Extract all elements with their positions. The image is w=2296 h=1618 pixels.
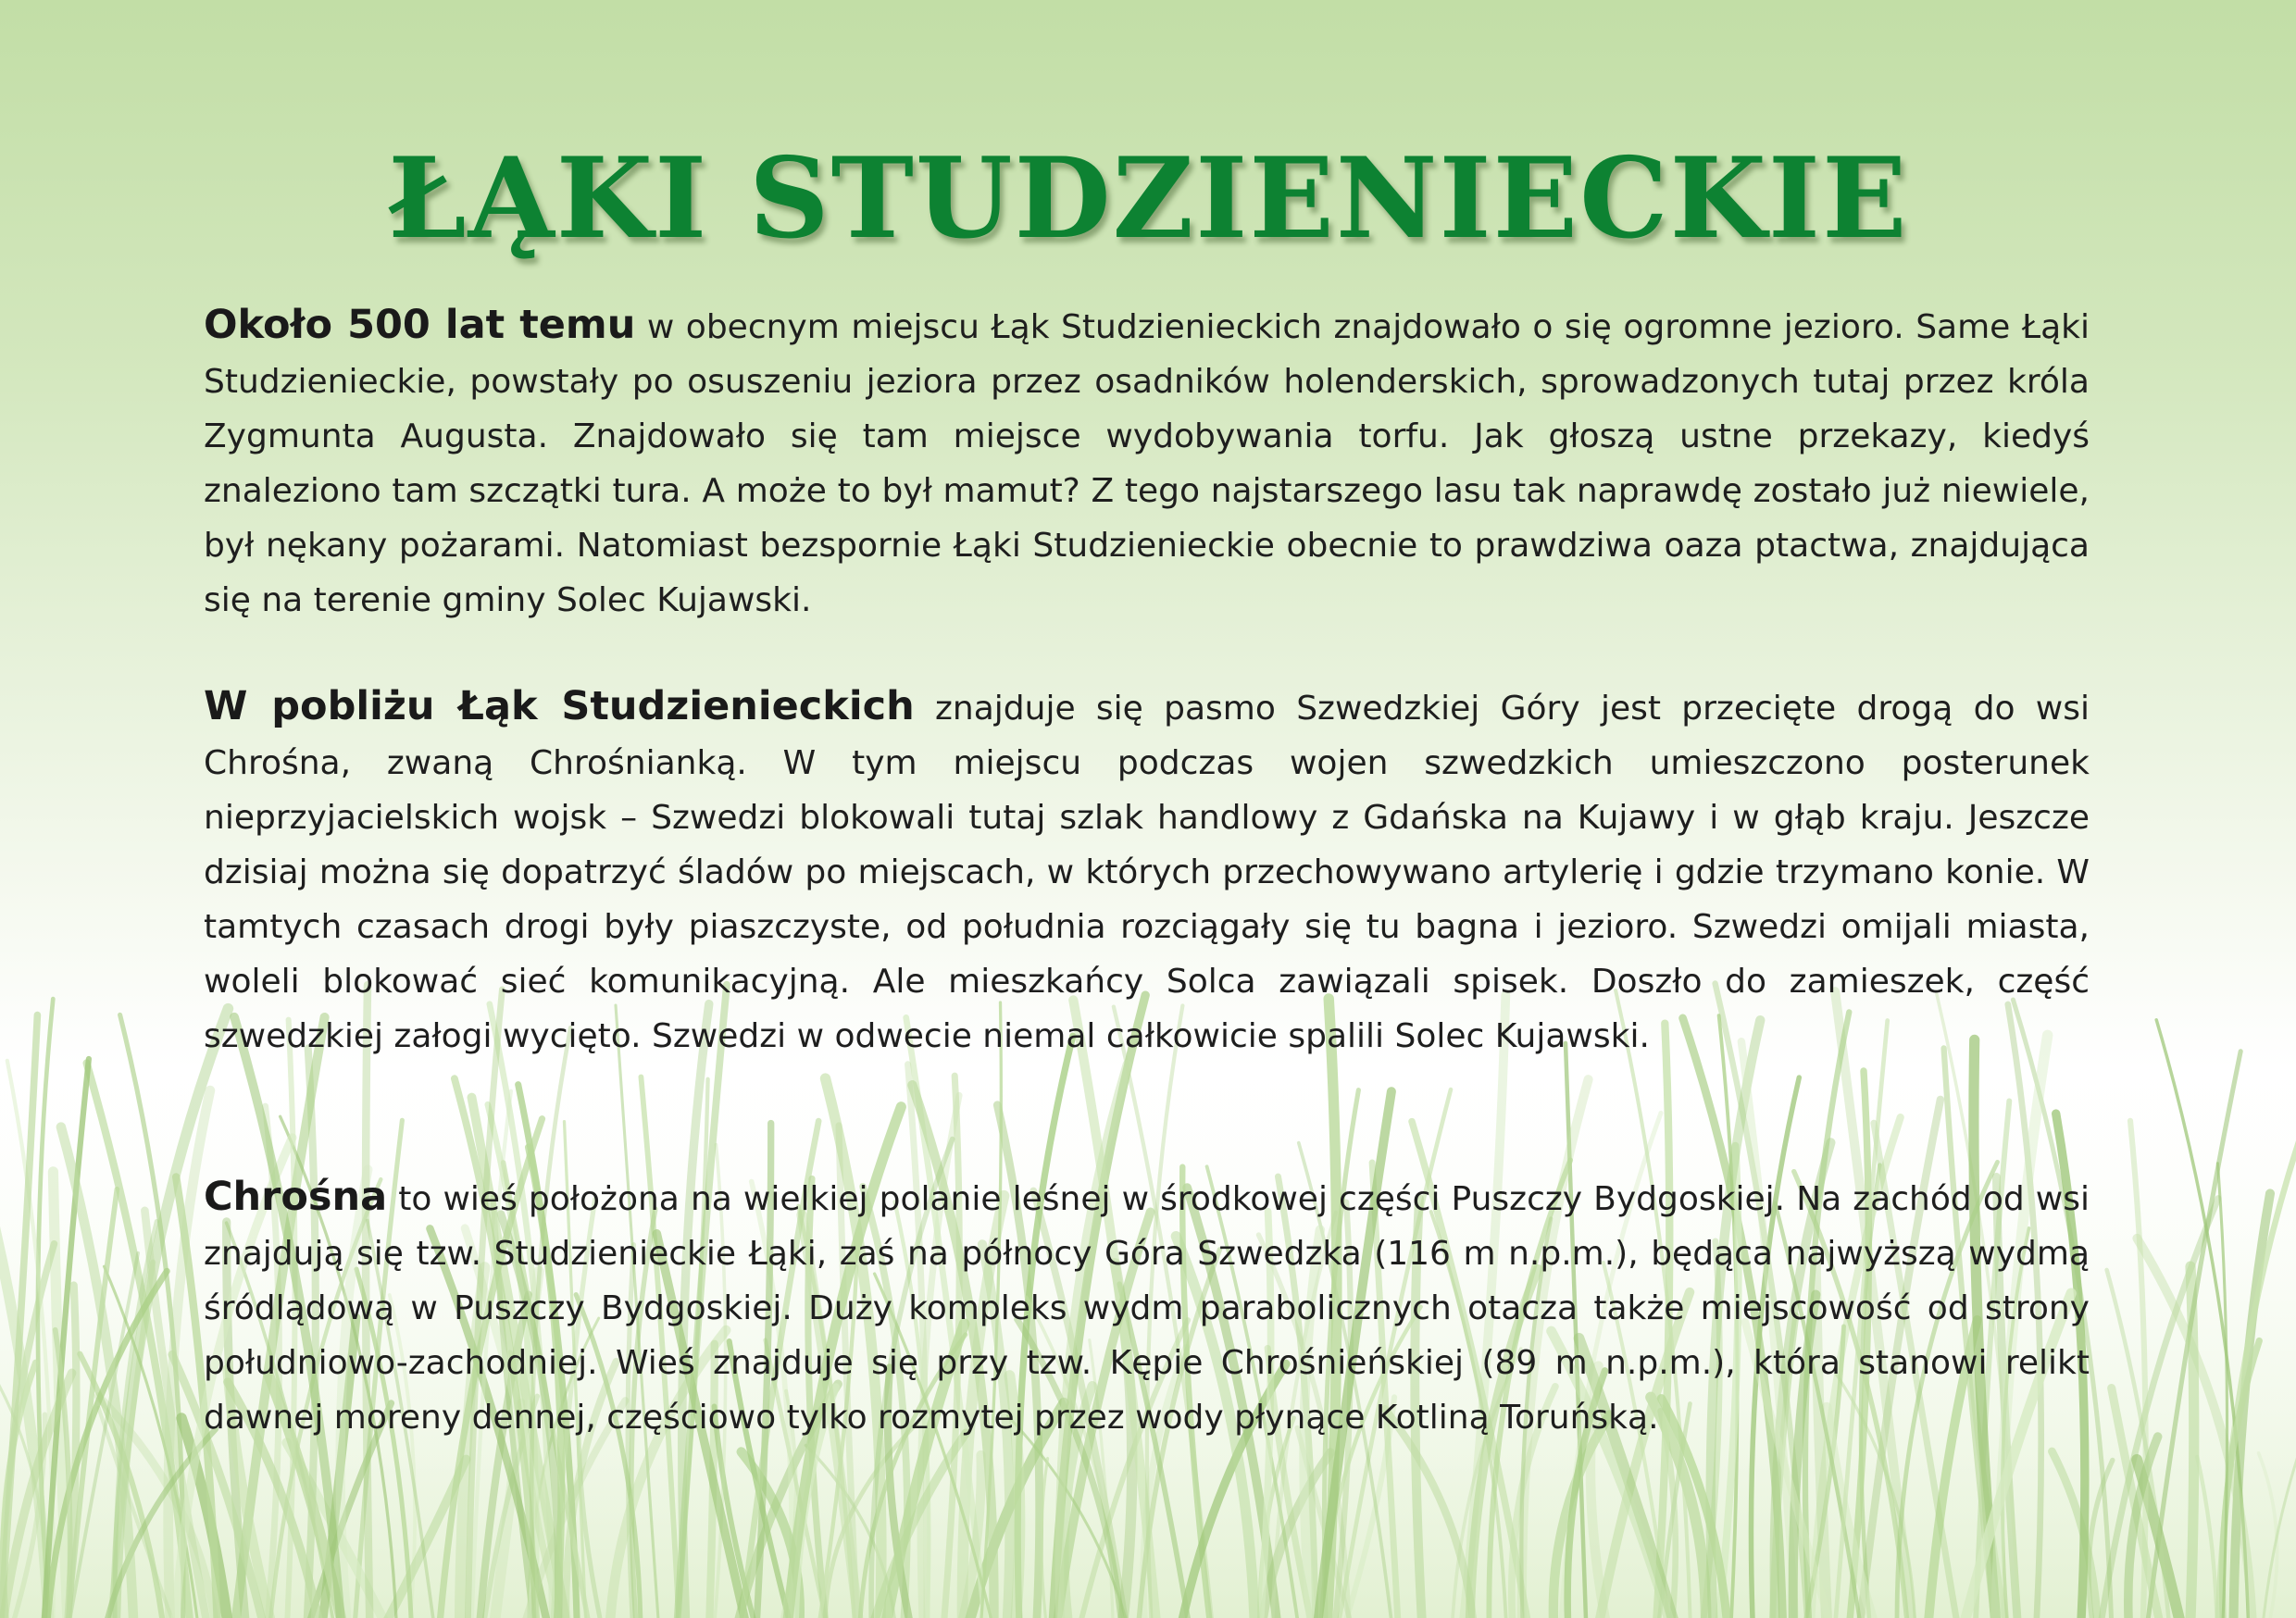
paragraph-lead: Chrośna <box>204 1174 388 1220</box>
paragraph-chrosna <box>204 1170 2090 1445</box>
paragraph-lead: Około 500 lat temu <box>204 302 636 348</box>
paragraph-swedish-hill <box>204 679 2090 1064</box>
paragraph-text: znajduje się pasmo Szwedzkiej Góry jest przecięte drogą do wsi Chrośna, zwaną Chrośnianką. W tym miejscu podczas wojen szwedzkich umieszczono posterunek nieprzyjacielskich wojsk – Szwedzi blokowali tutaj szlak handlowy z Gdańska na Kujawy i w głąb kraju. Jeszcze dzisiaj można się dopatrzyć śladów po miejscach, w których przechowywano artylerię i gdzie trzymano konie. W tamtych czasach drogi były piaszczyste, od południa rozciągały się tu bagna i jezioro. Szwedzi omijali miasta, woleli blokować sieć komunikacyjną. Ale mieszkańcy Solca zawiązali spisek. Doszło do zamieszek, część szwedzkiej załogi wycięto. Szwedzi w odwecie niemal całkowicie spalili Solec Kujawski. <box>204 690 2090 1055</box>
paragraph-text: w obecnym miejscu Łąk Studzienieckich znajdowało o się ogromne jezioro. Same Łąki Studzienieckie, powstały po osuszeniu jeziora przez osadników holenderskich, sprowadzonych tutaj przez króla Zygmunta Augusta. Znajdowało się tam miejsce wydobywania torfu. Jak głoszą ustne przekazy, kiedyś znaleziono tam szczątki tura. A może to był mamut? Z tego najstarszego lasu tak naprawdę zostało już niewiele, był nękany pożarami. Natomiast bezspornie Łąki Studzienieckie obecnie to prawdziwa oaza ptactwa, znajdująca się na terenie gminy Solec Kujawski. <box>204 308 2090 619</box>
page-title: ŁĄKI STUDZIENIECKIE <box>387 133 1909 264</box>
paragraph-history <box>204 298 2090 628</box>
paragraph-lead: W pobliżu Łąk Studzienieckich <box>204 683 915 729</box>
paragraph-text: to wieś położona na wielkiej polanie leśnej w środkowej części Puszczy Bydgoskiej. Na zachód od wsi znajdują się tzw. Studzienieckie Łąki, zaś na północy Góra Szwedzka (116 m n.p.m.), będąca najwyższą wydmą śródlądową w Puszczy Bydgoskiej. Duży kompleks wydm parabolicznych otacza także miejscowość od strony południowo-zachodniej. Wieś znajduje się przy tzw. Kępie Chrośnieńskiej (89 m n.p.m.), która stanowi relikt dawnej moreny dennej, częściowo tylko rozmytej przez wody płynące Kotliną Toruńską. <box>204 1180 2090 1437</box>
